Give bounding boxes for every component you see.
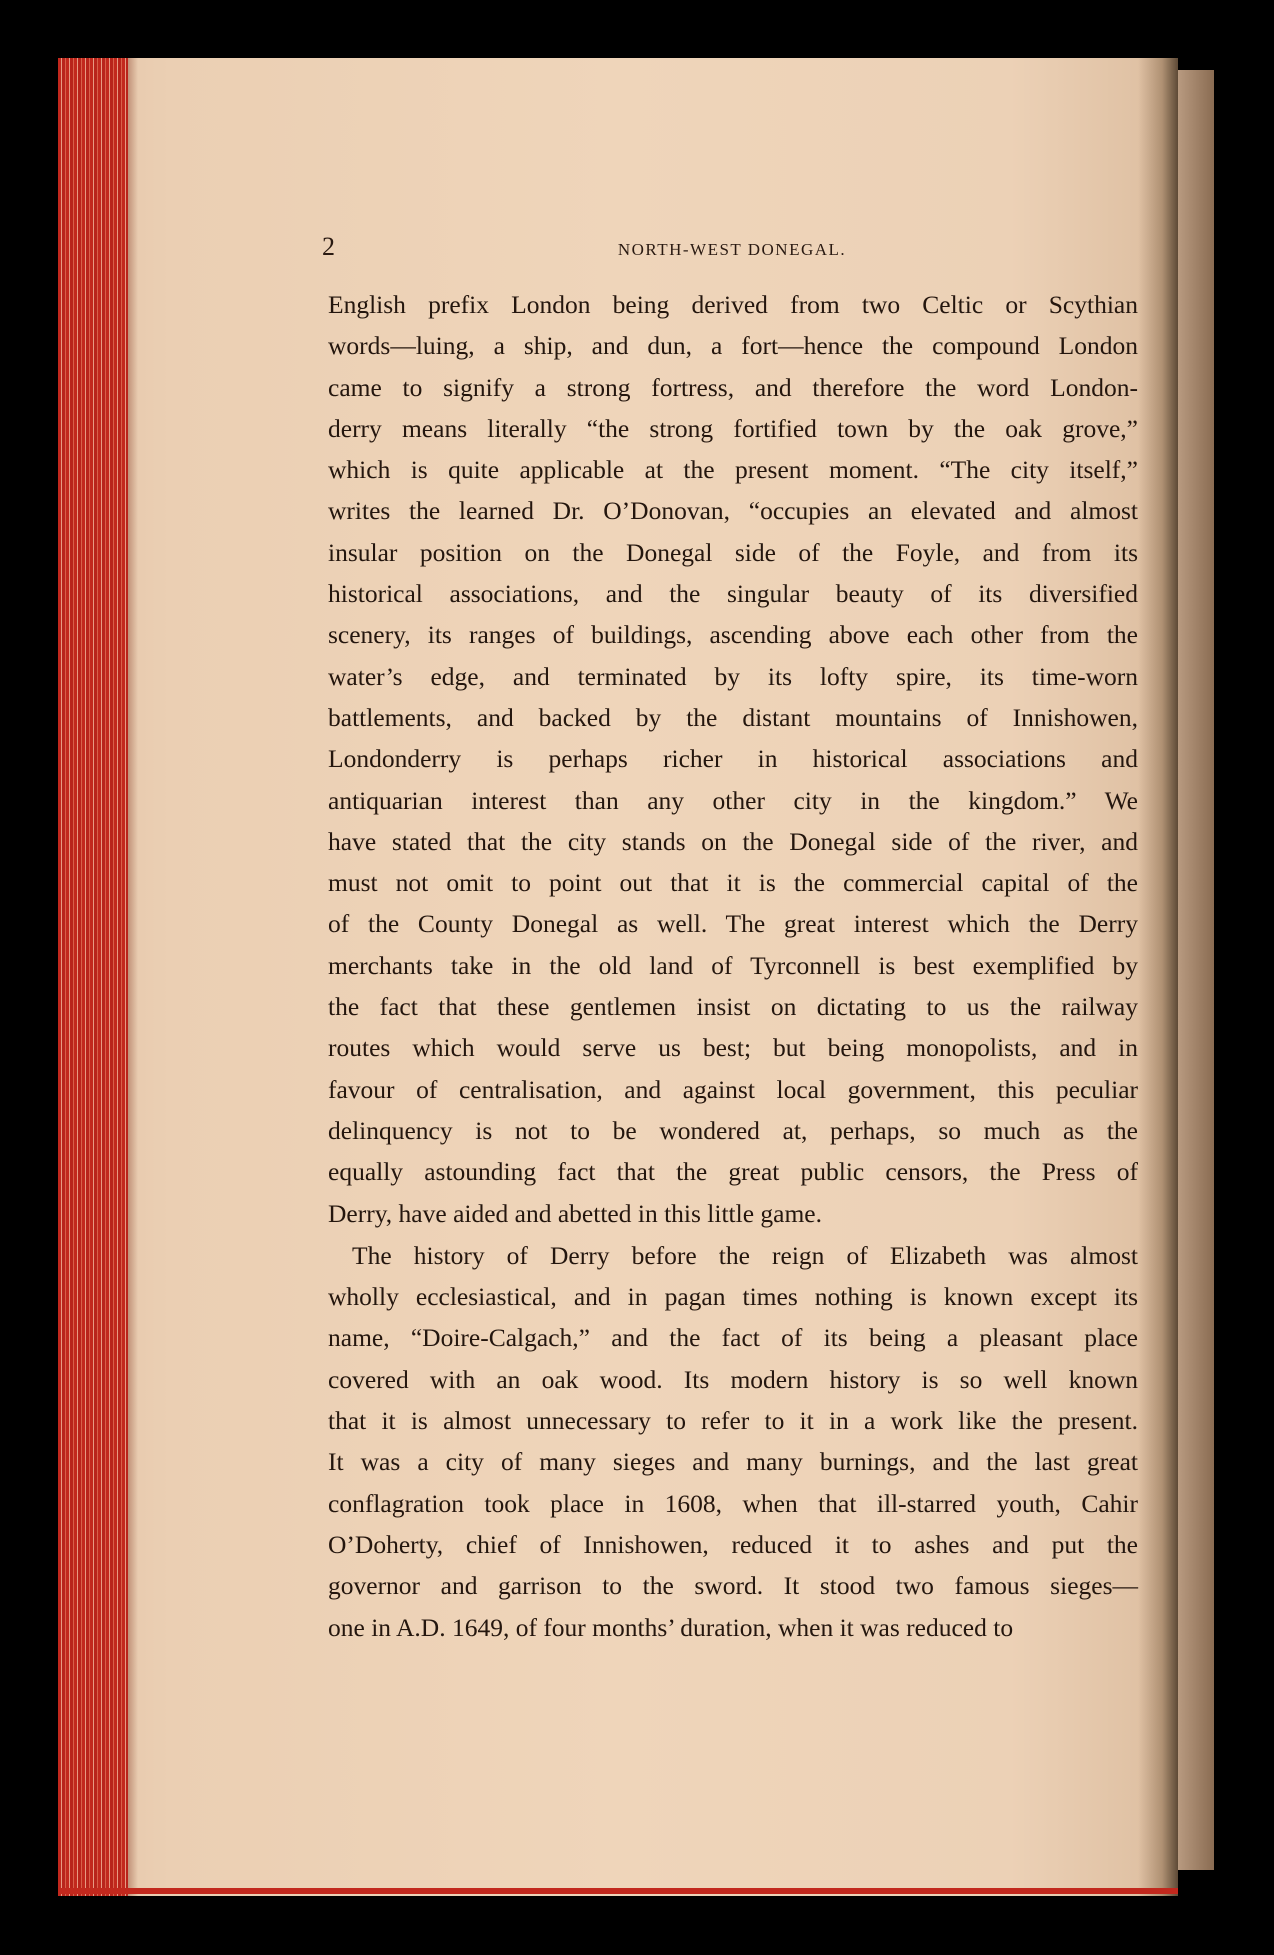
text-line: words—luing, a ship, and dun, a fort—hence the compound London — [328, 331, 1138, 361]
text-line: writes the learned Dr. O’Donovan, “occupies an elevated and almost — [328, 496, 1138, 526]
text-line: must not omit to point out that it is the commercial capital of the — [328, 868, 1138, 898]
page-header — [322, 232, 1142, 272]
text-line: name, “Doire-Calgach,” and the fact of its being a pleasant place — [328, 1323, 1138, 1353]
text-line: battlements, and backed by the distant mountains of Innishowen, — [328, 702, 1138, 732]
text-line: that it is almost unnecessary to refer to it in a work like the present. — [328, 1406, 1138, 1436]
bottom-page-edge — [58, 1888, 1178, 1894]
paragraph-2 — [328, 1235, 1138, 1648]
text-line: routes which would serve us best; but being monopolists, and in — [328, 1033, 1138, 1063]
paragraph-1 — [328, 284, 1138, 1234]
text-line: came to signify a strong fortress, and therefore the word London- — [328, 372, 1138, 402]
text-line: merchants take in the old land of Tyrconnell is best exemplified by — [328, 950, 1138, 980]
red-page-edges — [58, 58, 128, 1896]
text-line: delinquency is not to be wondered at, perhaps, so much as the — [328, 1115, 1138, 1145]
text-line: have stated that the city stands on the Donegal side of the river, and — [328, 826, 1138, 856]
text-line: which is quite applicable at the present moment. “The city itself,” — [328, 455, 1138, 485]
text-line: O’Doherty, chief of Innishowen, reduced it to ashes and put the — [328, 1529, 1138, 1559]
text-line: scenery, its ranges of buildings, ascending above each other from the — [328, 620, 1138, 650]
body-text — [328, 284, 1138, 1648]
text-line: The history of Derry before the reign of Elizabeth was almost — [352, 1240, 1138, 1270]
text-line: antiquarian interest than any other city in the kingdom.” We — [328, 785, 1138, 815]
text-line: wholly ecclesiastical, and in pagan times nothing is known except its — [328, 1282, 1138, 1312]
text-line: covered with an oak wood. Its modern history is so well known — [328, 1364, 1138, 1394]
text-line: one in A.D. 1649, of four months’ duration, when it was reduced to — [328, 1612, 1014, 1642]
text-line: favour of centralisation, and against local government, this peculiar — [328, 1074, 1138, 1104]
page-number: 2 — [322, 232, 335, 261]
text-line: equally astounding fact that the great public censors, the Press of — [328, 1157, 1138, 1187]
text-line: It was a city of many sieges and many burnings, and the last great — [328, 1447, 1138, 1477]
text-line: Londonderry is perhaps richer in historical associations and — [328, 744, 1138, 774]
text-line: derry means literally “the strong fortified town by the oak grove,” — [328, 413, 1138, 443]
running-head: NORTH-WEST DONEGAL. — [617, 240, 847, 259]
binding-gutter-shadow — [1138, 58, 1178, 1896]
text-line: insular position on the Donegal side of the Foyle, and from its — [328, 537, 1138, 567]
text-line: conflagration took place in 1608, when that ill-starred youth, Cahir — [328, 1488, 1138, 1518]
facing-page-edge — [1178, 70, 1214, 1870]
text-line: governor and garrison to the sword. It stood two famous sieges— — [328, 1571, 1138, 1601]
text-line: the fact that these gentlemen insist on dictating to us the railway — [328, 992, 1138, 1022]
text-line: Derry, have aided and abetted in this little game. — [328, 1198, 823, 1228]
text-line: of the County Donegal as well. The great interest which the Derry — [328, 909, 1138, 939]
text-line: water’s edge, and terminated by its lofty spire, its time-worn — [328, 661, 1138, 691]
text-line: historical associations, and the singular beauty of its diversified — [328, 579, 1138, 609]
text-line: English prefix London being derived from two Celtic or Scythian — [328, 290, 1138, 319]
